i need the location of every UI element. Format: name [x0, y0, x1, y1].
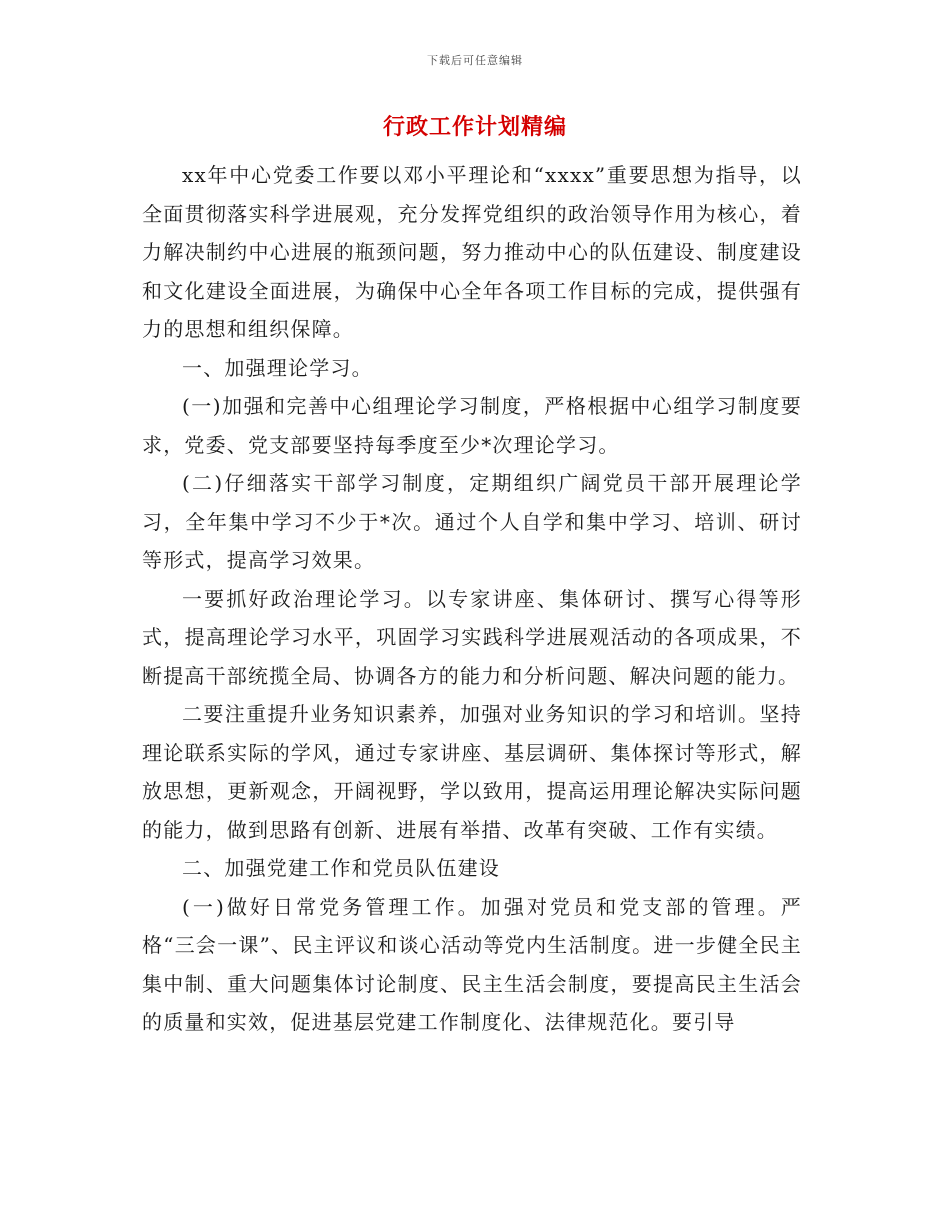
- page-header-note: 下载后可任意编辑: [427, 54, 523, 67]
- section-heading-1: 一、加强理论学习。: [182, 355, 373, 380]
- paragraph-2-1: (一)做好日常党务管理工作。加强对党员和党支部的管理。严格“三会一课”、民主评议和谈心活动等党内生活制度。进一步健全民主集中制、重大问题集体讨论制度、民主生活会制度，要提高民主生活会的质量和实效，促进基层党建工作制度化、法律规范化。要引导: [142, 894, 802, 1034]
- paragraph-intro: xx年中心党委工作要以邓小平理论和“xxxx”重要思想为指导，以全面贯彻落实科学进展观，充分发挥党组织的政治领导作用为核心，着力解决制约中心进展的瓶颈问题，努力推动中心的队伍建设、制度建设和文化建设全面进展，为确保中心全年各项工作目标的完成，提供强有力的思想和组织保障。: [142, 163, 802, 341]
- document-title: 行政工作计划精编: [382, 114, 567, 140]
- paragraph-political-theory: 一要抓好政治理论学习。以专家讲座、集体研讨、撰写心得等形式，提高理论学习水平，巩固学习实践科学进展观活动的各项成果，不断提高干部统揽全局、协调各方的能力和分析问题、解决问题的能力。: [142, 586, 802, 688]
- section-heading-2: 二、加强党建工作和党员队伍建设: [182, 856, 500, 880]
- paragraph-1-2: (二)仔细落实干部学习制度，定期组织广阔党员干部开展理论学习，全年集中学习不少于*次。通过个人自学和集中学习、培训、研讨等形式，提高学习效果。: [142, 471, 802, 572]
- paragraph-1-1: (一)加强和完善中心组理论学习制度，严格根据中心组学习制度要求，党委、党支部要坚持每季度至少*次理论学习。: [142, 394, 802, 457]
- paragraph-professional-knowledge: 二要注重提升业务知识素养，加强对业务知识的学习和培训。坚持理论联系实际的学风，通过专家讲座、基层调研、集体探讨等形式，解放思想，更新观念，开阔视野，学以致用，提高运用理论解决实际问题的能力，做到思路有创新、进展有举措、改革有突破、工作有实绩。: [142, 702, 802, 842]
- document-body: [142, 156, 802, 1042]
